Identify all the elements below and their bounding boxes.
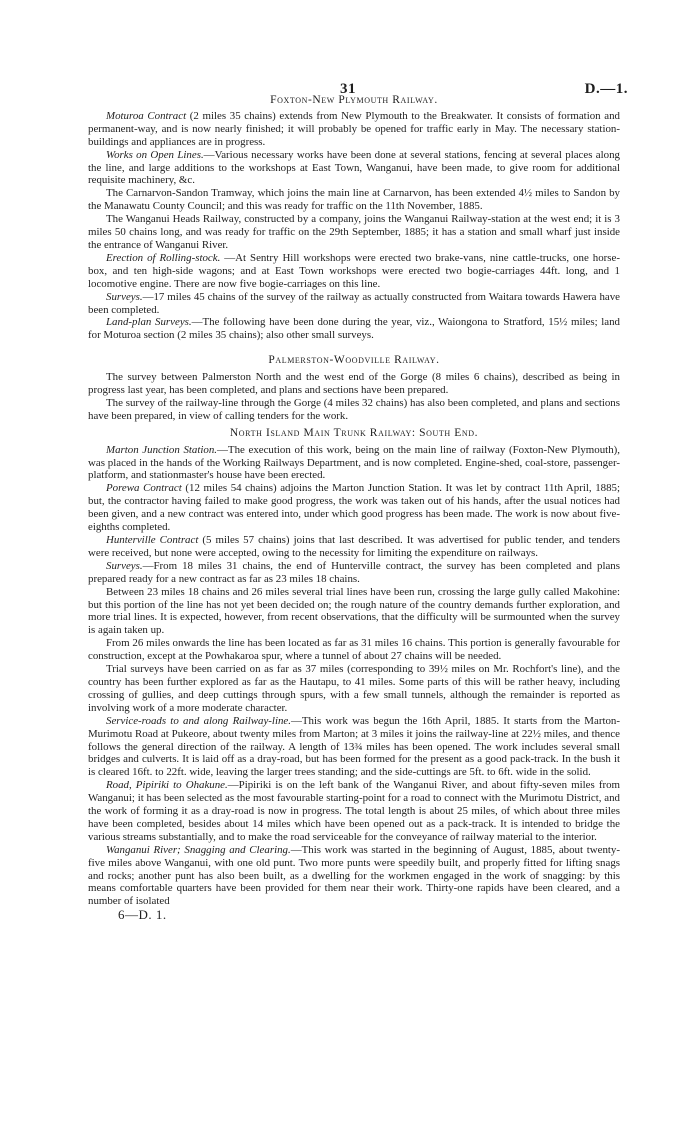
document-reference: D.—1. <box>584 81 628 97</box>
paragraph-text: (12 miles 54 chains) adjoins the Marton Junction Station. It was let by contract 11th April, 1885; but, the contractor having failed to make good progress, the work was taken out of his hands, after the usual notices had been given, and a new contract was entered into, under which good progress has been made. The work is now about five-eighths completed. <box>88 482 620 534</box>
paragraph <box>88 715 620 780</box>
paragraph-text: Between 23 miles 18 chains and 26 miles several trial lines have been run, crossing the large gully called Makohine: but this portion of the line has not yet been decided on; the rough nature of the country demands further exploration, and more trial lines. It is expected, however, from recent observations, that the difficulty will be surmounted when the survey is again taken up. <box>88 585 620 637</box>
paragraph <box>88 586 620 638</box>
paragraph-text: (2 miles 35 chains) extends from New Plymouth to the Breakwater. It consists of formation and permanent-way, and is now nearly finished; it will probably be opened for traffic early in May. The necessary station-buildings and appliances are in progress. <box>88 109 620 148</box>
paragraph-lead: Hunterville Contract <box>106 534 199 546</box>
paragraph-text: The survey between Palmerston North and the west end of the Gorge (8 miles 6 chains), described as being in progress last year, has been completed, and plans and sections have been prepared. <box>88 371 620 397</box>
paragraph <box>88 291 620 317</box>
paragraph-lead: Service-roads to and along Railway-line. <box>106 714 291 727</box>
paragraph-lead: Moturoa Contract <box>106 109 187 122</box>
paragraph-text: —From 18 miles 31 chains, the end of Hunterville contract, the survey has been completed and plans prepared ready for a new contract as far as 23 miles 18 chains. <box>88 559 620 585</box>
paragraph-lead: Wanganui River; Snagging and Clearing. <box>106 843 291 856</box>
section-heading-foxton: Foxton-New Plymouth Railway. <box>270 94 438 106</box>
paragraph-lead: Erection of Rolling-stock. <box>106 251 221 264</box>
paragraph-text: —The execution of this work, being on the main line of railway (Foxton-New Plymouth), was placed in the hands of the Working Railways Department, and is now completed. Engine-shed, coal-store, passenger-platform, and stationmaster's house have been erected. <box>88 443 620 482</box>
paragraph-text: Trial surveys have been carried on as far as 37 miles (corresponding to 39½ miles on Mr. Rochfort's line), and the country has been further explored as far as the Hautapu, to 41 miles. Some parts of this will be rather heavy, including crossing of gullies, and deep cuttings through spurs, with a few small tunnels, although the remainder is reported as involving work of a more moderate character. <box>88 663 620 714</box>
paragraph-lead: Works on Open Lines. <box>106 148 204 161</box>
signature-mark: 6—D. 1. <box>118 907 167 923</box>
paragraph-text: —17 miles 45 chains of the survey of the railway as actually constructed from Waitara towards Hawera have been completed. <box>88 290 620 316</box>
paragraph-text: —Various necessary works have been done at several stations, fencing at several places along the line, and large additions to the workshops at East Town, Wanganui, have been made, to give room for additional requisite machinery, &c. <box>88 148 620 187</box>
paragraph-text: The survey of the railway-line through the Gorge (4 miles 32 chains) has also been completed, and plans and sections have been prepared, in view of calling tenders for the work. <box>88 396 620 422</box>
paragraph-text: The Carnarvon-Sandon Tramway, which joins the main line at Carnarvon, has been extended 4½ miles to Sandon by the Manawatu County Council; and this was ready for traffic on the 11th November, 1885. <box>88 187 620 213</box>
paragraph <box>88 534 620 560</box>
paragraph-lead: Marton Junction Station. <box>106 443 218 456</box>
paragraph-text: (5 miles 57 chains) joins that last described. It was advertised for public tender, and tenders were received, but none were accepted, owing to the necessity for limiting the expenditure on railways. <box>88 534 621 559</box>
paragraph-text: —The following have been done during the year, viz., Waiongona to Stratford, 15½ miles; land for Moturoa section (2 miles 35 chains); also other small surveys. <box>88 316 620 342</box>
section-heading-main-trunk: North Island Main Trunk Railway: South End. <box>229 426 479 439</box>
paragraph <box>88 187 620 213</box>
paragraph <box>88 213 620 252</box>
paragraph-text: —This work was started in the beginning of August, 1885, about twenty-five miles above Wanganui, with one old punt. Two more punts were speedily built, and properly fitted for lifting snags and rocks; another punt has also been built, as a dwelling for the workmen engaged in the work of snagging: by this means comfortable quarters have been provided for them near their work. Thirty-one rapids have been cleared, and a number of isolated <box>88 843 620 908</box>
paragraph <box>88 844 620 909</box>
paragraph <box>88 663 620 715</box>
paragraph-lead: Road, Pipiriki to Ohakune. <box>106 779 228 792</box>
paragraph-text: From 26 miles onwards the line has been located as far as 31 miles 16 chains. This portion is generally favourable for construction, except at the Powhakaroa spur, where a tunnel of about 27 chains will be needed. <box>88 637 620 663</box>
paragraph-text: The Wanganui Heads Railway, constructed by a company, joins the Wanganui Railway-station at the west end; it is 3 miles 50 chains long, and was ready for traffic on the 29th September, 1885; it has a station and small wharf just inside the entrance of Wanganui River. <box>88 213 620 251</box>
paragraph-lead: Porewa Contract <box>106 482 182 495</box>
paragraph-lead: Land-plan Surveys. <box>106 316 192 329</box>
page-number: 31 <box>340 81 356 97</box>
paragraph-text: —Pipiriki is on the left bank of the Wanganui River, and about fifty-seven miles from Wanganui; it has been selected as the most favourable starting-point for a road to connect with the Murimotu District, and the work of forming it as a dray-road is now in progress. The total length is about 25 miles, of which about three miles have been completed, besides about 14 miles which have been opened out as a pack-track. It is intended to bridge the various streams substantially, and to make the road serviceable for the conveyance of railway material to the interior. <box>88 779 620 843</box>
paragraph <box>88 560 620 586</box>
paragraph <box>88 637 620 663</box>
paragraph <box>88 149 620 188</box>
paragraph <box>88 110 620 149</box>
paragraph <box>88 316 620 342</box>
paragraph-lead: Surveys. <box>106 559 143 572</box>
paragraph-text: —At Sentry Hill workshops were erected two brake-vans, nine cattle-trucks, one horse-box, and ten high-side wagons; and at East Town workshops were erected two bogie-carriages 44ft. long, and 1 locomotive engine. There are now five bogie-carriages on this line. <box>88 251 620 290</box>
section-heading-palmerston: Palmerston-Woodville Railway. <box>268 354 440 367</box>
paragraph-text: —This work was begun the 16th April, 1885. It starts from the Marton-Murimotu Road at Pukeore, about twenty miles from Marton; at 3 miles it joins the railway-line at 22½ miles, and thence follows the general direction of the railway. A length of 13¾ miles has been opened. The work includes several small bridges and culverts. It is laid off as a dray-road, but has been formed for the present as a good pack-track. In the bush it is cleared 16ft. to 22ft. wide, leaving the larger trees standing; and the side-cuttings are 5ft. to 6ft. wide in the solid. <box>88 714 620 779</box>
paragraph <box>88 371 620 397</box>
paragraph-lead: Surveys. <box>106 290 143 303</box>
paragraph <box>88 482 620 534</box>
paragraph <box>88 397 620 423</box>
paragraph <box>88 444 620 483</box>
paragraph <box>88 252 620 291</box>
paragraph <box>88 779 620 844</box>
